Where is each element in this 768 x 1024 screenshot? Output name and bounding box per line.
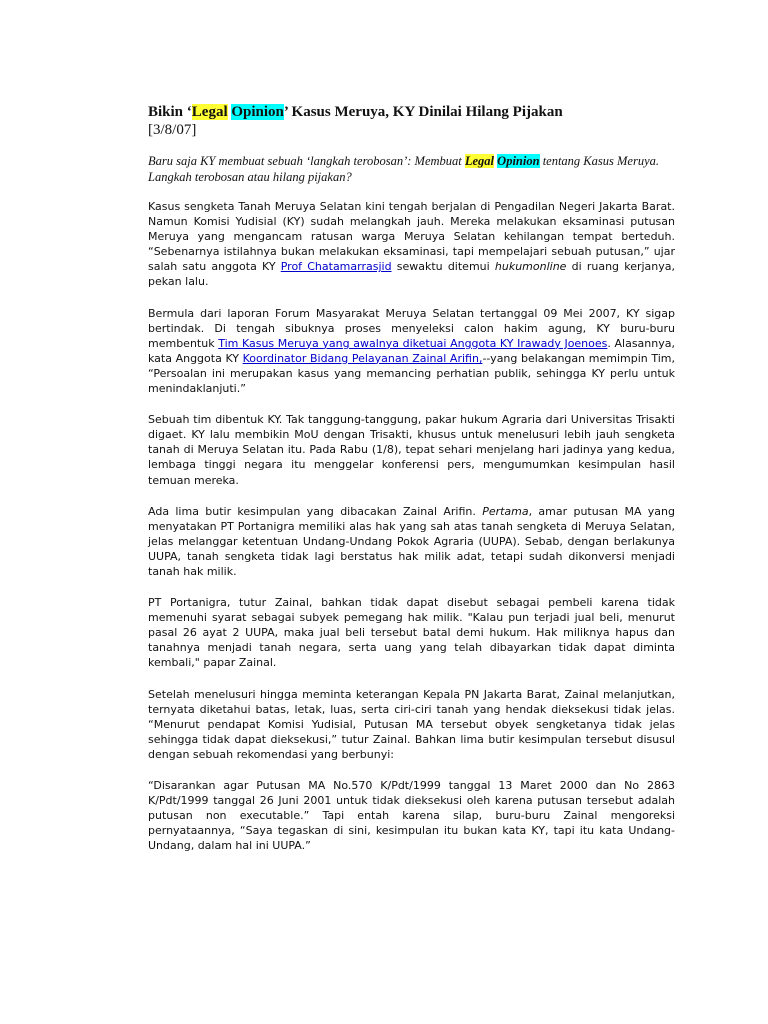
title-highlight-opinion: Opinion xyxy=(231,104,284,120)
p2-text-a: Bermula dari laporan Forum Masyarakat Meruya Selatan tertanggal 09 Mei 2007, KY sigap bertindak. Di tengah sibuknya proses menyeleksi calon hakim agung, KY buru-buru membentuk xyxy=(148,306,675,350)
article-lead xyxy=(148,153,676,185)
link-tim-kasus-meruya[interactable]: Tim Kasus Meruya yang awalnya diketuai Anggota KY Irawady Joenoes xyxy=(218,336,608,350)
article-date: [3/8/07] xyxy=(148,122,197,138)
lead-highlight-legal: Legal xyxy=(464,154,495,168)
paragraph-7: “Disarankan agar Putusan MA No.570 K/Pdt/1999 tanggal 13 Maret 2000 dan No 2863 K/Pdt/1999 tanggal 26 Juni 2001 untuk tidak dieksekusi oleh karena putusan tersebut adalah putusan non executable.” Tapi entah karena silap, buru-buru Zainal mengoreksi pernyataannya, “Saya tegaskan di sini, kesimpulan itu bukan kata KY, tapi itu kata Undang-Undang, dalam hal ini UUPA.” xyxy=(148,779,675,853)
paragraph-4 xyxy=(148,504,675,579)
p1-text-c: di ruang kerjanya, pekan lalu. xyxy=(148,260,675,289)
title-suffix: ’ Kasus Meruya, KY Dinilai Hilang Pijakan xyxy=(283,104,563,120)
paragraph-3: Sebuah tim dibentuk KY. Tak tanggung-tanggung, pakar hukum Agraria dari Universitas Trisakti digaet. KY lalu membikin MoU dengan Trisakti, khusus untuk menelusuri lebih jauh sengketa tanah di Meruya Selatan itu. Pada Rabu (1/8), tepat sehari menjelang hari jadinya yang kedua, lembaga tinggi negara itu menggelar konferensi pers, mengumumkan kesimpulan hasil temuan mereka. xyxy=(148,413,675,487)
p1-text-b: sewaktu ditemui xyxy=(391,260,495,274)
p1-text-a: Kasus sengketa Tanah Meruya Selatan kini tengah berjalan di Pengadilan Negeri Jakarta Barat. Namun Komisi Yudisial (KY) sudah melangkah jauh. Mereka melakukan eksaminasi putusan Meruya yang mengancam ratusan warga Meruya Selatan kehilangan tempat berteduh. “Sebenarnya istilahnya bukan melakukan eksaminasi, tapi mempelajari sebuah putusan,” ujar salah satu anggota KY xyxy=(148,200,675,274)
p2-text-c: --yang belakangan memimpin Tim, “Persoalan ini merupakan kasus yang memancing perhatian publik, sehingga KY perlu untuk menindaklanjuti.” xyxy=(148,351,675,396)
title-prefix: Bikin ‘ xyxy=(148,104,192,120)
p2-text-b: . Alasannya, kata Anggota KY xyxy=(148,336,675,365)
p4-text-a: Ada lima butir kesimpulan yang dibacakan Zainal Arifin. xyxy=(148,504,483,518)
paragraph-2 xyxy=(148,306,675,397)
title-highlight-legal: Legal xyxy=(191,104,228,120)
lead-highlight-opinion: Opinion xyxy=(497,154,540,168)
paragraph-6: Setelah menelusuri hingga meminta keterangan Kepala PN Jakarta Barat, Zainal melanjutkan, ternyata diketahui batas, letak, luas, serta ciri-ciri tanah yang hendak dieksekusi tidak jelas. “Menurut pendapat Komisi Yudisial, Putusan MA tersebut obyek sengketanya tidak jelas sehingga tidak dapat dieksekusi,” tutur Zainal. Bahkan lima butir kesimpulan tersebut disusul dengan sebuah rekomendasi yang berbunyi: xyxy=(148,687,675,761)
paragraph-5: PT Portanigra, tutur Zainal, bahkan tidak dapat disebut sebagai pembeli karena tidak memenuhi syarat sebagai subyek pemegang hak milik. "Kalau pun terjadi jual beli, menurut pasal 26 ayat 2 UUPA, maka jual beli tersebut batal demi hukum. Hak miliknya hapus dan tanahnya menjadi tanah negara, serta uang yang telah dibayarkan tidak dapat diminta kembali," papar Zainal. xyxy=(148,596,675,670)
link-koordinator-bidang[interactable]: Koordinator Bidang Pelayanan Zainal Arifin, xyxy=(242,351,483,365)
paragraph-1 xyxy=(148,199,675,290)
article-title xyxy=(148,104,688,121)
p1-italic-hukumonline: hukumonline xyxy=(494,260,567,274)
link-prof-chatamarrasjid[interactable]: Prof Chatamarrasjid xyxy=(280,260,392,274)
lead-text-a: Baru saja KY membuat sebuah ‘langkah terobosan’: Membuat xyxy=(148,154,465,168)
p4-text-b: , amar putusan MA yang menyatakan PT Portanigra memiliki alas hak yang sah atas tanah sengketa di Meruya Selatan, jelas melanggar ketentuan Undang-Undang Pokok Agraria (UUPA). Sebab, dengan berlakunya UUPA, tanah sengketa tidak lagi berstatus hak milik adat, tetapi sudah dikonversi menjadi tanah hak milik. xyxy=(148,504,675,578)
lead-text-b: tentang Kasus Meruya. Langkah terobosan atau hilang pijakan? xyxy=(148,154,659,184)
p4-italic-pertama: Pertama xyxy=(482,504,529,518)
article-body xyxy=(148,199,675,869)
